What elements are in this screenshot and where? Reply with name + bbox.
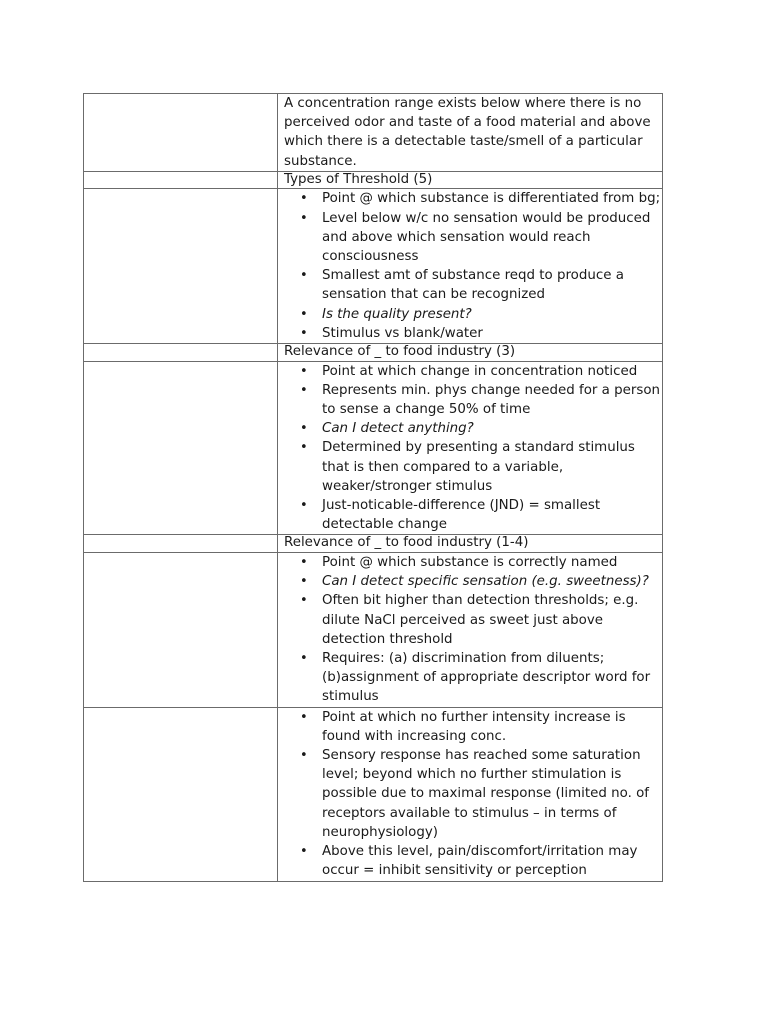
term-cell <box>84 189 278 344</box>
table-row <box>84 361 663 535</box>
section-heading-cell: Relevance of _ to food industry (1-4) <box>278 535 663 553</box>
term-cell <box>84 553 278 708</box>
list-item: • Can I detect anything? <box>322 419 662 438</box>
term-cell <box>84 94 278 172</box>
flashcard-table-body <box>84 94 663 882</box>
term-cell <box>84 171 278 189</box>
bullet-list <box>284 362 662 535</box>
list-item: • Sensory response has reached some saturation level; beyond which no further stimulation is possible due to maximal response (limited no. of receptors available to stimulus – in terms of neurophysiology) <box>322 746 662 842</box>
list-item: • Is the quality present? <box>322 305 662 324</box>
table-row <box>84 535 663 553</box>
list-item: • Stimulus vs blank/water <box>322 324 662 343</box>
table-row <box>84 553 663 708</box>
table-row <box>84 707 663 881</box>
list-item: • Requires: (a) discrimination from diluents; (b)assignment of appropriate descriptor word for stimulus <box>322 649 662 707</box>
table-row <box>84 189 663 344</box>
list-item: • Level below w/c no sensation would be produced and above which sensation would reach consciousness <box>322 209 662 267</box>
list-item: • Point @ which substance is correctly named <box>322 553 662 572</box>
section-heading-cell: Types of Threshold (5) <box>278 171 663 189</box>
list-item: • Point at which change in concentration noticed <box>322 362 662 381</box>
list-item: • Point at which no further intensity increase is found with increasing conc. <box>322 708 662 746</box>
list-item: • Represents min. phys change needed for a person to sense a change 50% of time <box>322 381 662 419</box>
term-cell <box>84 344 278 362</box>
term-cell <box>84 535 278 553</box>
bullet-list <box>284 189 662 343</box>
flashcard-table <box>83 93 663 882</box>
list-item: • Often bit higher than detection thresholds; e.g. dilute NaCl perceived as sweet just above detection threshold <box>322 591 662 649</box>
definition-cell <box>278 189 663 344</box>
section-heading-cell: Relevance of _ to food industry (3) <box>278 344 663 362</box>
list-item: • Smallest amt of substance reqd to produce a sensation that can be recognized <box>322 266 662 304</box>
list-item: • Determined by presenting a standard stimulus that is then compared to a variable, weaker/stronger stimulus <box>322 438 662 496</box>
term-cell <box>84 707 278 881</box>
list-item: • Above this level, pain/discomfort/irritation may occur = inhibit sensitivity or perception <box>322 842 662 880</box>
definition-cell <box>278 361 663 535</box>
definition-cell: A concentration range exists below where there is no perceived odor and taste of a food material and above which there is a detectable taste/smell of a particular substance. <box>278 94 663 172</box>
bullet-list <box>284 708 662 881</box>
list-item: • Just-noticable-difference (JND) = smallest detectable change <box>322 496 662 534</box>
table-row <box>84 344 663 362</box>
definition-cell <box>278 553 663 708</box>
bullet-list <box>284 553 662 707</box>
list-item: • Can I detect specific sensation (e.g. sweetness)? <box>322 572 662 591</box>
table-row <box>84 94 663 172</box>
list-item: • Point @ which substance is differentiated from bg; <box>322 189 662 208</box>
definition-cell <box>278 707 663 881</box>
term-cell <box>84 361 278 535</box>
table-row <box>84 171 663 189</box>
